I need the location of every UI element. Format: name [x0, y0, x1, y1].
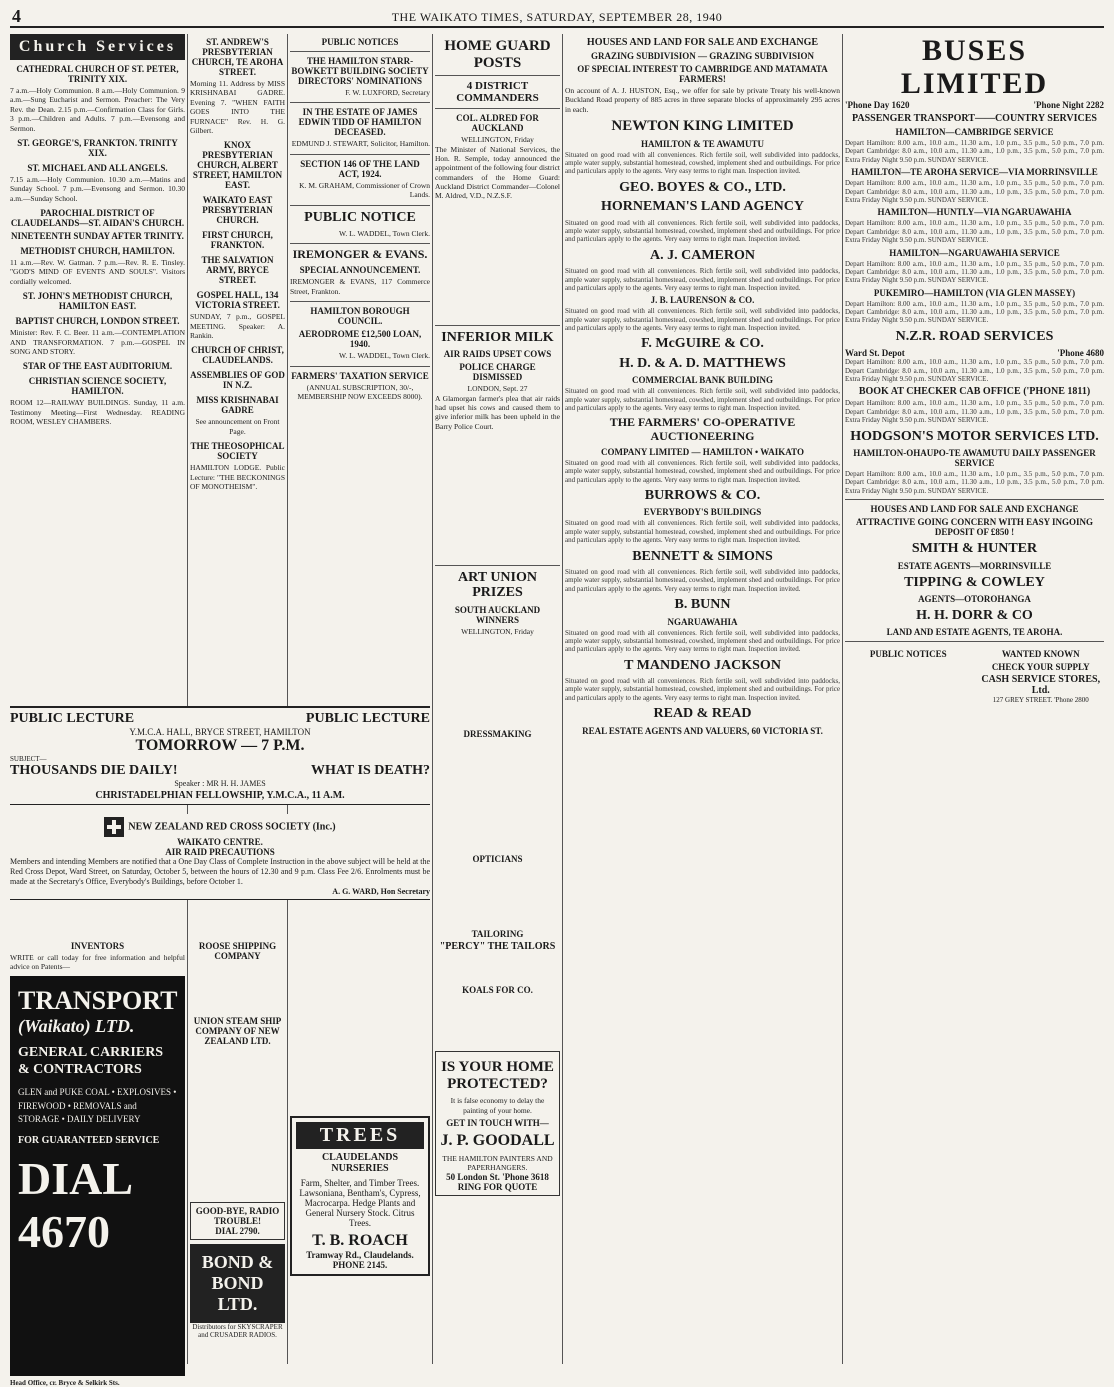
notice-heading: CHRISTIAN SCIENCE SOCIETY, HAMILTON. [28, 376, 167, 397]
notice-heading: SECTION 146 OF THE LAND ACT, 1924. [300, 158, 420, 179]
farmers-coop-subheading: COMPANY LIMITED — HAMILTON • WAIKATO [601, 446, 804, 457]
notice-borough-council [290, 306, 430, 360]
newton-king-heading: NEWTON KING LIMITED [611, 118, 794, 135]
route-heading: HAMILTON—CAMBRIDGE SERVICE [895, 127, 1054, 137]
milk-headline: INFERIOR MILK [441, 329, 554, 345]
cash-stores-heading: CASH SERVICE STORES, Ltd. [981, 674, 1101, 697]
listing-body: Situated on good road with all conveniences. Rich fertile soil, well subdivided into paddocks, ample water supply, substantial homestead, cowshed, implement shed and outbuildings. For price and particulars apply to the agents. Very easy terms to right man. Inspection invited. [565, 628, 840, 654]
radio-dial: DIAL 2790. [215, 1226, 260, 1236]
notice-st-michael [10, 163, 185, 203]
matthews-heading: H. D. & A. D. MATTHEWS [619, 355, 786, 371]
lecture-time: TOMORROW — 7 P.M. [135, 737, 305, 754]
inventors-heading: INVENTORS [70, 941, 125, 951]
lecture-subject-b: WHAT IS DEATH? [310, 763, 430, 778]
transport-waikato-ad [10, 976, 185, 1376]
notice-body: 11 a.m.—Rev. W. Gatman. 7 p.m.—Rev. R. E. Tinsley. "GOD'S MIND OF EVENTS AND SOULS". Visitors cordially welcomed. [10, 258, 185, 286]
lecture-heading-left: PUBLIC LECTURE [10, 711, 135, 726]
column-news [435, 34, 560, 1364]
notice-body: SUNDAY, 7 p.m., GOSPEL MEETING. Speaker: A. Rankin. [190, 312, 285, 340]
newton-king-subheading: HAMILTON & TE AWAMUTU [640, 138, 765, 149]
notice-subheading: SPECIAL ANNOUNCEMENT. [299, 265, 421, 276]
goodall-address: 50 London St. 'Phone 3618 [446, 1172, 549, 1183]
column-public-notices [290, 34, 430, 1364]
notice-signature: IREMONGER & EVANS, 117 Commerce Street, Frankton. [290, 277, 430, 296]
laurenson-heading: J. B. LAURENSON & CO. [650, 295, 755, 306]
notice-church-of-christ [190, 345, 285, 365]
nzr-phone: 'Phone 4680 [1057, 348, 1104, 359]
timetable-body: Depart Hamilton: 8.00 a.m., 10.0 a.m., 11.30 a.m., 1.0 p.m., 3.5 p.m., 5.0 p.m., 7.0 p.m. Depart Cambridge: 8.0 a.m., 10.0 a.m., 11.30 a.m., 1.0 p.m., 3.5 p.m., 5.0 p.m., 7.0 p.m. Extra Friday Night 9.50 p.m. SUNDAY SERVICE. [845, 299, 1104, 325]
notice-signature: EDMUND J. STEWART, Solicitor, Hamilton. [291, 139, 430, 149]
newspaper-page [10, 6, 1104, 1387]
tailoring-body: "PERCY" THE TAILORS [439, 941, 556, 953]
goodall-ring: RING FOR QUOTE [457, 1182, 538, 1193]
notice-signature: F. W. LUXFORD, Secretary [345, 88, 430, 97]
notice-heading: METHODIST CHURCH, HAMILTON. [20, 246, 175, 256]
home-guard-subheadline-2: COL. ALDRED FOR AUCKLAND [456, 113, 539, 134]
notice-knox [190, 140, 285, 190]
listing-body: Situated on good road with all conveniences. Rich fertile soil, well subdivided into paddocks, ample water supply, substantial homestead, cowshed, implement shed and outbuildings. For price and particulars apply to the agents. Very easy terms to right man. Inspection invited. [565, 218, 840, 244]
radio-heading: GOOD-BYE, RADIO TROUBLE! [195, 1206, 280, 1226]
attractive-concern-heading: ATTRACTIVE GOING CONCERN WITH EASY INGOING DEPOSIT OF £850 ! [855, 517, 1094, 538]
notice-land-act [290, 159, 430, 200]
route-heading: PUKEMIRO—HAMILTON (VIA GLEN MASSEY) [873, 287, 1076, 298]
protected-touch: GET IN TOUCH WITH— [446, 1117, 549, 1128]
lecture-speaker: Speaker : MR H. H. JAMES [174, 779, 266, 788]
wanted-known-heading: WANTED KNOWN [1001, 649, 1080, 660]
notice-heading: FIRST CHURCH, FRANKTON. [202, 230, 273, 251]
column-rule [842, 34, 843, 1364]
notice-heading: THE SALVATION ARMY, BRYCE STREET. [201, 255, 274, 286]
farmers-coop-heading: THE FARMERS' CO-OPERATIVE AUCTIONEERING [609, 415, 796, 443]
houses-land-heading: HOUSES AND LAND FOR SALE AND EXCHANGE [586, 37, 819, 48]
hornemans-heading: HORNEMAN'S LAND AGENCY [600, 199, 804, 215]
grazing-body: On account of A. J. HUSTON, Esq., we offer for sale by private Treaty his well-known Buckland Road property of 885 acres in three separate blocks of approximately 295 acres in each. [565, 86, 840, 114]
notice-heading: ASSEMBLIES OF GOD IN N.Z. [190, 370, 285, 391]
shipping-filler [190, 963, 285, 1013]
red-cross-heading: NEW ZEALAND RED CROSS SOCIETY (Inc.) [128, 821, 336, 833]
tailoring-heading: TAILORING [471, 929, 524, 940]
nzr-heading: N.Z.R. ROAD SERVICES [895, 328, 1054, 344]
transport-subtitle: (Waikato) LTD. [18, 1015, 135, 1036]
nursery-address: Tramway Rd., Claudelands. PHONE 2145. [306, 1250, 414, 1270]
matthews-subheading: COMMERCIAL BANK BUILDING [631, 375, 773, 386]
lecture-subject-a: THOUSANDS DIE DAILY! [10, 763, 178, 778]
boyes-heading: GEO. BOYES & CO., LTD. [619, 179, 786, 195]
public-notices-heading-2: PUBLIC NOTICES [869, 649, 947, 660]
bennett-heading: BENNETT & SIMONS [632, 548, 773, 564]
red-cross-body: Members and intending Members are notified that a One Day Class of Complete Instruction in the above subject will be held at the Red Cross Depot, Ward Street, on Saturday, October 5, between the hours of 12.30 and 9 p.m. Class Fee 2/6. Enrolments must be made at the Secretary's Office, Everybody's Buildings, before October 1. [10, 857, 430, 886]
dorr-heading: H. H. DORR & CO [916, 607, 1033, 623]
buses-limited-heading: BUSES LIMITED [900, 34, 1049, 100]
check-supply-heading: CHECK YOUR SUPPLY [991, 662, 1090, 673]
timetable-body: Depart Hamilton: 8.00 a.m., 10.0 a.m., 11.30 a.m., 1.0 p.m., 3.5 p.m., 5.0 p.m., 7.0 p.m. Depart Cambridge: 8.0 a.m., 10.0 a.m., 11.30 a.m., 1.0 p.m., 3.5 p.m., 5.0 p.m., 7.0 p.m. Extra Friday Night 9.50 p.m. SUNDAY SERVICE. [845, 179, 1104, 204]
goodall-painters-ad [435, 1051, 560, 1196]
tipping-cowley-subheading: AGENTS—OTOROHANGA [918, 593, 1031, 604]
roose-shipping-heading: ROOSE SHIPPING COMPANY [198, 941, 277, 961]
shipping-section [190, 938, 285, 1339]
notice-subheading: (ANNUAL SUBSCRIPTION, 30/-, MEMBERSHIP NOW EXCEEDS 8000). [297, 382, 423, 401]
smith-hunter-heading: SMITH & HUNTER [911, 541, 1038, 557]
column-rule [187, 34, 188, 1364]
read-heading: READ & READ [653, 706, 752, 722]
lecture-venue: Y.M.C.A. HALL, BRYCE STREET, HAMILTON [129, 727, 311, 737]
notice-heading: STAR OF THE EAST AUDITORIUM. [22, 361, 173, 372]
listing-body: Situated on good road with all conveniences. Rich fertile soil, well subdivided into paddocks, ample water supply, substantial homestead, cowshed, implement shed and outbuildings. For price and particulars apply to the agents. Very easy terms to right man. Inspection invited. [565, 307, 840, 333]
opticians-heading: OPTICIANS [472, 854, 523, 865]
route-heading: HAMILTON—NGARUAWAHIA SERVICE [889, 247, 1060, 258]
notice-cathedral [10, 64, 185, 133]
art-union-headline: ART UNION PRIZES [458, 570, 537, 601]
notice-iremonger [290, 248, 430, 296]
koals-heading: KOALS FOR CO. [462, 985, 533, 996]
lecture-fellowship: CHRISTADELPHIAN FELLOWSHIP, Y.M.C.A., 11 A.M. [95, 790, 345, 801]
home-guard-subheadline: 4 DISTRICT COMMANDERS [456, 80, 539, 105]
notice-heading: BAPTIST CHURCH, LONDON STREET. [15, 316, 180, 327]
notice-signature: K. M. GRAHAM, Commissioner of Crown Lands. [299, 180, 430, 200]
column-rule [287, 34, 288, 1364]
transport-office: Head Office, cr. Bryce & Selkirk Sts. [10, 1378, 120, 1387]
bond-and-bond-ad [190, 1244, 285, 1323]
notice-st-andrew [190, 37, 285, 135]
milk-subheadline: AIR RAIDS UPSET COWS [443, 349, 552, 360]
bunn-heading: B. BUNN [674, 597, 731, 613]
notice-body: Morning 11. Address by MISS KRISHNABAI GADRE. Evening 7. "WHEN FAITH GOES INTO THE FURNACE" Rev. H. G. Gilbert. [190, 79, 285, 135]
column-houses-and-land [565, 34, 840, 1364]
grazing-heading: GRAZING SUBDIVISION — GRAZING SUBDIVISION [590, 51, 815, 61]
column-church-services-2 [190, 34, 285, 702]
timetable-body: Depart Hamilton: 8.00 a.m., 10.0 a.m., 11.30 a.m., 1.0 p.m., 3.5 p.m., 5.0 p.m., 7.0 p.m. Depart Cambridge: 8.0 a.m., 10.0 a.m., 11.30 a.m., 1.0 p.m., 3.5 p.m., 5.0 p.m., 7.0 p.m. Extra Friday Night 9.50 p.m. SUNDAY SERVICE. [845, 259, 1104, 285]
goodall-subtitle: THE HAMILTON PAINTERS AND PAPERHANGERS. [442, 1153, 553, 1172]
transport-dial: DIAL 4670 [18, 1152, 131, 1257]
red-cross-signature: A. G. WARD, Hon Secretary [332, 887, 430, 896]
burrows-subheading: EVERYBODY'S BUILDINGS [643, 507, 762, 518]
art-union-dateline: WELLINGTON, Friday [461, 626, 534, 636]
notice-theosophical [190, 441, 285, 491]
public-notices-heading: PUBLIC NOTICES [321, 37, 399, 47]
notice-heading: ST. JOHN'S METHODIST CHURCH, HAMILTON EAST. [22, 291, 173, 312]
transport-tagline: GENERAL CARRIERS & CONTRACTORS [18, 1044, 164, 1077]
goodall-name: J. P. GOODALL [440, 1131, 555, 1149]
protected-headline: IS YOUR HOME PROTECTED? [441, 1059, 554, 1092]
notice-body: Minister: Rev. F. C. Beer. 11 a.m.—CONTEMPLATION AND TRANSFORMATION. 7 p.m.—GOSPEL IN SONG AND STORY. [10, 328, 185, 356]
notice-st-john [10, 291, 185, 311]
notice-christian-science [10, 376, 185, 426]
smith-hunter-subheading: ESTATE AGENTS—MORRINSVILLE [897, 560, 1052, 571]
hodgsons-subheading: HAMILTON-OHAUPO-TE AWAMUTU DAILY PASSENGER SERVICE [853, 447, 1096, 468]
notice-subheading: NINETEENTH SUNDAY AFTER TRINITY. [11, 231, 184, 241]
lecture-heading-right: PUBLIC LECTURE [305, 711, 430, 726]
notice-starr-bowkett [290, 56, 430, 97]
protected-body: It is false economy to delay the painting of your home. [450, 1096, 545, 1115]
notice-body: 7 a.m.—Holy Communion. 8 a.m.—Holy Communion. 9 a.m.—Sung Eucharist and Sermon. Preacher: The Very Rev. the Dean. 2.15 p.m.—Confirmation Class for Girls. 3 p.m.—Children and Adults. 7 p.m.—Evensong and Sermon. [10, 86, 185, 133]
listing-body: Situated on good road with all conveniences. Rich fertile soil, well subdivided into paddocks, ample water supply, substantial homestead, cowshed, implement shed and outbuildings. For price and particulars apply to the agents. Very easy terms to right man. Inspection invited. [565, 387, 840, 413]
cameron-heading: A. J. CAMERON [650, 247, 755, 263]
timetable-body: Depart Hamilton: 8.00 a.m., 10.0 a.m., 11.30 a.m., 1.0 p.m., 3.5 p.m., 5.0 p.m., 7.0 p.m. Depart Cambridge: 8.0 a.m., 10.0 a.m., 11.30 a.m., 1.0 p.m., 3.5 p.m., 5.0 p.m., 7.0 p.m. Extra Friday Night 9.50 p.m. SUNDAY SERVICE. [845, 139, 1104, 164]
transport-title: TRANSPORT [18, 985, 178, 1015]
column-buses-and-services [845, 34, 1104, 1364]
home-guard-headline: HOME GUARD POSTS [444, 38, 551, 71]
notice-heading: IREMONGER & EVANS. [292, 247, 428, 262]
bond-heading: BOND & BOND LTD. [201, 1252, 274, 1314]
notice-heading: THE HAMILTON STARR-BOWKETT BUILDING SOCIETY DIRECTORS' NOMINATIONS [291, 56, 429, 86]
buses-phone-night: 'Phone Night 2282 [1033, 100, 1104, 110]
listing-body: Situated on good road with all conveniences. Rich fertile soil, well subdivided into paddocks, ample water supply, substantial homestead, cowshed, implement shed and outbuildings. For price and particulars apply to the agents. Very easy terms to right man. Inspection invited. [565, 458, 840, 484]
listing-body: Situated on good road with all conveniences. Rich fertile soil, well subdivided into paddocks, ample water supply, substantial homestead, cowshed, implement shed and outbuildings. For price and particulars apply to the agents. Very easy terms to right man. Inspection invited. [565, 677, 840, 702]
hodgsons-heading: HODGSON'S MOTOR SERVICES LTD. [850, 428, 1099, 444]
notice-body: 7.15 a.m.—Holy Communion. 10.30 a.m.—Matins and Sunday School. 7 p.m.—Evensong and Sermon. 10.30 a.m.—Sunday School. [10, 174, 185, 203]
notice-signature: W. L. WADDEL, Town Clerk. [339, 228, 430, 238]
notice-heading: IN THE ESTATE OF JAMES EDWIN TIDD OF HAMILTON DECEASED. [298, 107, 422, 138]
red-cross-icon [104, 817, 124, 837]
notice-signature: W. L. WADDEL, Town Clerk. [339, 351, 430, 361]
grazing-subheading: OF SPECIAL INTEREST TO CAMBRIDGE AND MATAMATA FARMERS! [577, 64, 828, 84]
notice-tidd-estate [290, 107, 430, 148]
notice-waikato-east [190, 195, 285, 225]
houses-land-heading-2: HOUSES AND LAND FOR SALE AND EXCHANGE [870, 504, 1079, 515]
notice-heading: CATHEDRAL CHURCH OF ST. PETER, TRINITY XIX. [16, 64, 179, 84]
milk-subheadline-2: POLICE CHARGE DISMISSED [459, 362, 536, 383]
home-guard-dateline: WELLINGTON, Friday [461, 135, 534, 145]
lecture-subject-label: SUBJECT— [10, 755, 47, 763]
bunn-subheading: NGARUAWAHIA [667, 616, 738, 627]
notice-methodist [10, 246, 185, 286]
inventors-and-transport [10, 938, 185, 1387]
notice-salvation-army [190, 255, 285, 285]
notice-star-east [10, 361, 185, 371]
notice-first-church [190, 230, 285, 250]
notice-assemblies [190, 370, 285, 390]
milk-dateline: LONDON, Sept. 27 [467, 384, 528, 394]
notice-heading: ST. ANDREW'S PRESBYTERIAN CHURCH, TE AROHA STREET. [191, 37, 284, 77]
bond-subtitle: Distributors for SKYSCRAPER and CRUSADER RADIOS. [192, 1323, 283, 1339]
tipping-cowley-heading: TIPPING & COWLEY [904, 574, 1045, 590]
home-guard-body: The Minister of National Services, the Hon. R. Semple, today announced the appointment of the following four district commanders of the Home Guard: Auckland District Commander—Colonel M. Aldred, V.D., N.Z.S.F. [435, 144, 560, 201]
checker-cab-heading: BOOK AT CHECKER CAB OFFICE ('PHONE 1811) [858, 386, 1091, 398]
transport-services: GLEN and PUKE COAL • EXPLOSIVES • FIREWOOD • REMOVALS and STORAGE • DAILY DELIVERY [18, 1087, 177, 1125]
notice-heading: CHURCH OF CHRIST, CLAUDELANDS. [191, 345, 284, 366]
burrows-heading: BURROWS & CO. [644, 487, 761, 503]
red-cross-centre: WAIKATO CENTRE. [177, 837, 263, 847]
notice-heading: ST. MICHAEL AND ALL ANGELS. [27, 162, 168, 173]
listing-body: Situated on good road with all conveniences. Rich fertile soil, well subdivided into paddocks, ample water supply, substantial homestead, cowshed, implement shed and outbuildings. For price and particulars apply to the agents. Very easy terms to right man. Inspection invited. [565, 519, 840, 545]
union-steam-heading: UNION STEAM SHIP COMPANY OF NEW ZEALAND LTD. [193, 1016, 282, 1046]
notice-public [290, 210, 430, 239]
notice-body: HAMILTON LODGE. Public Lecture: "THE BECKONINGS OF MONOTHEISM". [190, 463, 285, 491]
inventors-body: WRITE or call today for free information and helpful advice on Patents— [10, 953, 185, 972]
notice-body: See announcement on Front Page. [195, 417, 280, 436]
transport-guarantee: FOR GUARANTEED SERVICE [18, 1134, 160, 1146]
notice-heading: THE THEOSOPHICAL SOCIETY [190, 441, 285, 462]
church-services-banner: Church Services [10, 34, 185, 60]
route-heading: HAMILTON—HUNTLY—VIA NGARUAWAHIA [877, 207, 1072, 218]
listing-body: Situated on good road with all conveniences. Rich fertile soil, well subdivided into paddocks, ample water supply, substantial homestead, cowshed, implement shed and outbuildings. For price and particulars apply to the agents. Very easy terms to right man. Inspection invited. [565, 267, 840, 292]
notice-body: ROOM 12—RAILWAY BUILDINGS. Sunday, 11 a.m. Testimony Meeting—First Wednesday. READING ROOM, WESLEY CHAMBERS. [10, 398, 185, 426]
notice-heading: FARMERS' TAXATION SERVICE [291, 370, 429, 381]
notice-st-george [10, 138, 185, 158]
notice-heading: HAMILTON BOROUGH COUNCIL. [310, 306, 410, 327]
notice-subheading: AERODROME £12,500 LOAN, 1940. [298, 329, 422, 350]
notice-heading: PAROCHIAL DISTRICT OF CLAUDELANDS—ST. AIDAN'S CHURCH. [10, 208, 185, 228]
trees-heading: TREES [296, 1122, 424, 1149]
notice-baptist [10, 316, 185, 356]
radio-ad [190, 1202, 285, 1240]
notice-farmers-taxation [290, 371, 430, 402]
notice-parochial [10, 208, 185, 241]
listing-body: Situated on good road with all conveniences. Rich fertile soil, well subdivided into paddocks, ample water supply, substantial homestead, cowshed, implement shed and outbuildings. For price and particulars apply to the agents. Very easy terms to right man. Inspection invited. [565, 567, 840, 593]
jackson-heading: T MANDENO JACKSON [624, 657, 781, 673]
nursery-body: Farm, Shelter, and Timber Trees. Lawsoniana, Bentham's, Cypress, Macrocarpa. Hedge Plants and General Nursery Stock. Citrus Trees. [299, 1178, 421, 1228]
timetable-body: Depart Hamilton: 8.00 a.m., 10.0 a.m., 11.30 a.m., 1.0 p.m., 3.5 p.m., 5.0 p.m., 7.0 p.m. Depart Cambridge: 8.0 a.m., 10.0 a.m., 11.30 a.m., 1.0 p.m., 3.5 p.m., 5.0 p.m., 7.0 p.m. Extra Friday Night 9.50 p.m. SUNDAY SERVICE. [845, 219, 1104, 245]
notice-heading: PUBLIC NOTICE [304, 209, 416, 225]
notice-heading: MISS KRISHNABAI GADRE [196, 395, 279, 416]
notice-heading: WAIKATO EAST PRESBYTERIAN CHURCH. [202, 195, 273, 226]
page-number: 4 [12, 6, 21, 26]
notice-gospel-hall [190, 290, 285, 340]
page-title: THE WAIKATO TIMES, SATURDAY, SEPTEMBER 28, 1940 [391, 10, 723, 24]
route-heading: HAMILTON—TE AROHA SERVICE—VIA MORRINSVILLE [851, 167, 1098, 178]
cash-stores-subheading: 127 GREY STREET. 'Phone 2800 [992, 696, 1089, 705]
notice-gadre [190, 395, 285, 436]
nzr-depot: Ward St. Depot [845, 348, 905, 359]
milk-body: A Glamorgan farmer's plea that air raids had upset his cows and caused them to give inferior milk has been upheld in the Barry Police Court. [435, 393, 560, 431]
red-cross-precautions: AIR RAID PRECAUTIONS [165, 847, 275, 857]
listing-body: Situated on good road with all conveniences. Rich fertile soil, well subdivided into paddocks, ample water supply, substantial homestead, cowshed, implement shed and outbuildings. For price and particulars apply to the agents. Very easy terms to right man. Inspection invited. [565, 150, 840, 176]
timetable-body: Depart Hamilton: 8.00 a.m., 10.0 a.m., 11.30 a.m., 1.0 p.m., 3.5 p.m., 5.0 p.m., 7.0 p.m. Depart Cambridge: 8.0 a.m., 10.0 a.m., 11.30 a.m., 1.0 p.m., 3.5 p.m., 5.0 p.m., 7.0 p.m. Extra Friday Night 9.50 p.m. SUNDAY SERVICE. [845, 469, 1104, 495]
buses-subheading: PASSENGER TRANSPORT——COUNTRY SERVICES [852, 113, 1097, 124]
claudelands-nurseries-ad [290, 1116, 430, 1276]
column-rule [432, 34, 433, 1364]
nursery-name: CLAUDELANDS NURSERIES [321, 1152, 399, 1174]
buses-phone-day: 'Phone Day 1620 [845, 100, 910, 110]
mcguire-heading: F. McGUIRE & CO. [641, 336, 764, 352]
timetable-body: Depart Hamilton: 8.00 a.m., 10.0 a.m., 11.30 a.m., 1.0 p.m., 3.5 p.m., 5.0 p.m., 7.0 p.m. Depart Cambridge: 8.0 a.m., 10.0 a.m., 11.30 a.m., 1.0 p.m., 3.5 p.m., 5.0 p.m., 7.0 p.m. Extra Friday Night 9.50 p.m. SUNDAY SERVICE. [845, 358, 1104, 384]
dressmaking-heading: DRESSMAKING [463, 729, 532, 740]
dorr-subheading: LAND AND ESTATE AGENTS, TE AROHA. [886, 627, 1063, 638]
timetable-body: Depart Hamilton: 8.00 a.m., 10.0 a.m., 11.30 a.m., 1.0 p.m., 3.5 p.m., 5.0 p.m., 7.0 p.m. Depart Cambridge: 8.0 a.m., 10.0 a.m., 11.30 a.m., 1.0 p.m., 3.5 p.m., 5.0 p.m., 7.0 p.m. Extra Friday Night 9.50 p.m. SUNDAY SERVICE. [845, 399, 1104, 425]
masthead [10, 6, 1104, 28]
notice-heading: KNOX PRESBYTERIAN CHURCH, ALBERT STREET, HAMILTON EAST. [192, 140, 283, 191]
column-rule [562, 34, 563, 1364]
notice-heading: GOSPEL HALL, 134 VICTORIA STREET. [195, 290, 280, 311]
art-union-subheadline: SOUTH AUCKLAND WINNERS [454, 604, 541, 625]
notice-heading: ST. GEORGE'S, FRANKTON. TRINITY XIX. [17, 137, 178, 158]
nursery-owner: T. B. ROACH [312, 1232, 408, 1249]
read-subheading: REAL ESTATE AGENTS AND VALUERS, 60 VICTORIA ST. [582, 725, 823, 736]
